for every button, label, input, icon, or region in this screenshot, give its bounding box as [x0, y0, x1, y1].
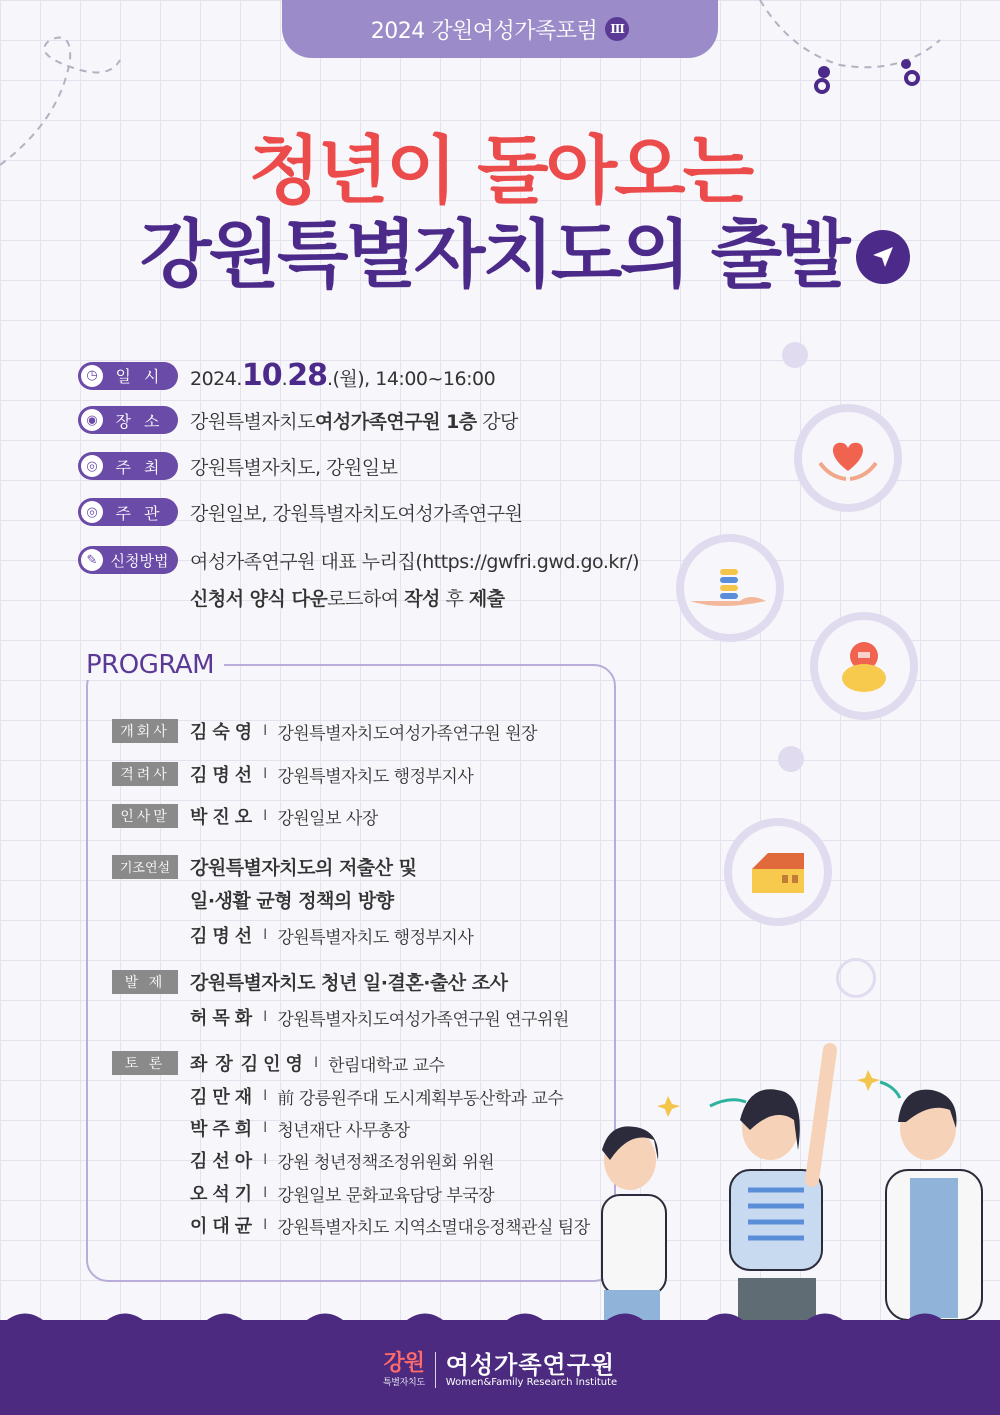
speaker-role: 강원 청년정책조정위원회 위원: [277, 1152, 495, 1173]
title-line-1: 청년이 돌아오는: [248, 128, 752, 214]
info-row-host: [78, 452, 397, 480]
keynote-topic-2: 일·생활 균형 정책의 방향: [190, 890, 394, 912]
speaker-name: 이대균: [190, 1216, 258, 1237]
title-line-2: 강원특별자치도의 출발: [140, 212, 848, 298]
pin-icon: [812, 62, 836, 96]
info-organizer-text: 강원일보, 강원특별자치도여성가족연구원: [190, 502, 523, 525]
program-tag: 개회사: [112, 719, 178, 743]
program-tag: 격려사: [112, 762, 178, 786]
separator: I: [263, 1120, 268, 1136]
gangwon-logo: 강원 특별자치도: [382, 1350, 425, 1388]
house-icon: [746, 847, 810, 897]
program-tag: 기조연설: [112, 855, 178, 879]
separator: I: [263, 1185, 268, 1201]
program-tag: 발 제: [112, 970, 178, 994]
info-label-organizer: ◎ 주 관: [78, 498, 178, 526]
program-row-opening: [112, 718, 537, 744]
date-day: 28: [287, 358, 327, 393]
keynote-speaker: [190, 922, 473, 948]
speaker-role: 한림대학교 교수: [328, 1055, 445, 1076]
decor-ring: [836, 958, 876, 998]
speaker-role: 강원일보 사장: [277, 808, 378, 829]
presentation-topic: 강원특별자치도 청년 일·결혼·출산 조사: [190, 972, 508, 994]
decor-dot: [778, 746, 804, 772]
panelist-row: [190, 1212, 590, 1238]
ring-icon: ◎: [81, 501, 103, 523]
house-circle: [724, 818, 832, 926]
speaker-role: 강원특별자치도 행정부지사: [277, 927, 474, 948]
panelist-row: [190, 1083, 563, 1109]
info-date-text: 2024.10.28.(월), 14:00~16:00: [190, 358, 496, 393]
speaker-name: 김숙영: [190, 722, 258, 743]
program-row-discussion: [112, 1050, 444, 1076]
separator: I: [263, 808, 268, 824]
send-arrow-icon: [856, 230, 910, 284]
date-month: 10: [241, 358, 282, 393]
heart-hands-icon: [816, 433, 880, 483]
program-row-presentation: [112, 968, 507, 995]
speaker-role: 강원특별자치도 행정부지사: [277, 766, 474, 787]
info-host-text: 강원특별자치도, 강원일보: [190, 456, 398, 479]
speaker-role: 강원일보 문화교육담당 부국장: [277, 1185, 495, 1206]
forum-number-badge: Ⅲ: [605, 17, 629, 41]
panelist-row: [190, 1115, 410, 1141]
info-venue-text: 강원특별자치도여성가족연구원 1층 강당: [190, 410, 518, 433]
separator: I: [263, 1217, 268, 1233]
forum-tag: [282, 0, 718, 58]
info-row-venue: [78, 406, 518, 434]
separator: I: [313, 1055, 319, 1071]
info-row-organizer: [78, 498, 522, 526]
pencil-icon: ✎: [81, 549, 103, 571]
footer-logos: [0, 1352, 1000, 1388]
speaker-role: 前 강릉원주대 도시계획부동산학과 교수: [277, 1088, 564, 1109]
forum-tag-text: 2024 강원여성가족포럼: [370, 18, 598, 44]
ring-icon: ◎: [81, 455, 103, 477]
program-label: PROGRAM: [86, 650, 224, 680]
info-label-venue: ◉ 장 소: [78, 406, 178, 434]
keynote-topic-1: 강원특별자치도의 저출산 및: [190, 857, 417, 879]
separator: I: [263, 1009, 268, 1025]
panelist-row: [190, 1180, 494, 1206]
program-tag: 토 론: [112, 1051, 178, 1075]
piggy-bank-icon: [834, 638, 894, 694]
speaker-name: 오석기: [190, 1184, 258, 1205]
presentation-speaker: [190, 1004, 569, 1030]
panelist-row: [190, 1147, 494, 1173]
keynote-topic-line2: [190, 886, 394, 913]
separator: I: [263, 723, 268, 739]
program-row-greeting: [112, 803, 378, 829]
separator: I: [263, 1152, 268, 1168]
speaker-name: 김인영: [240, 1054, 308, 1075]
speaker-name: 박주희: [190, 1119, 258, 1140]
info-apply-line2: 신청서 양식 다운로드하여 작성 후 제출: [190, 588, 505, 610]
program-tag: 인사말: [112, 804, 178, 828]
speaker-name: 허목화: [190, 1008, 258, 1029]
speaker-name: 김선아: [190, 1151, 258, 1172]
speaker-role: 강원특별자치도여성가족연구원 원장: [277, 723, 537, 744]
institute-logo: 여성가족연구원 Women&Family Research Institute: [445, 1350, 618, 1388]
heart-hands-circle: [794, 404, 902, 512]
location-pin-icon: ◉: [81, 409, 103, 431]
info-row-date: [78, 358, 495, 393]
pin-icon: [898, 56, 924, 90]
young-people-illustration: [580, 1010, 1000, 1330]
coins-hand-icon: [690, 563, 770, 613]
separator: I: [263, 1088, 268, 1104]
program-row-keynote: [112, 853, 416, 880]
separator: I: [263, 766, 268, 782]
speaker-name: 박진오: [190, 807, 258, 828]
logo-divider: [435, 1352, 436, 1388]
speaker-name: 김명선: [190, 926, 258, 947]
info-label-host: ◎ 주 최: [78, 452, 178, 480]
separator: I: [263, 927, 268, 943]
coins-hand-circle: [676, 534, 784, 642]
info-label-apply: ✎ 신청방법: [78, 546, 178, 574]
speaker-name: 김만재: [190, 1087, 258, 1108]
info-label-date: ◷ 일 시: [78, 362, 178, 390]
speaker-name: 김명선: [190, 765, 258, 786]
program-row-encourage: [112, 761, 473, 787]
chair-label: 좌장: [190, 1054, 241, 1075]
piggy-bank-circle: [810, 612, 918, 720]
info-row-apply: [78, 546, 639, 574]
decor-dot: [782, 342, 808, 368]
speaker-role: 청년재단 사무총장: [277, 1120, 410, 1141]
info-apply-text[interactable]: 여성가족연구원 대표 누리집(https://gwfri.gwd.go.kr/): [190, 550, 639, 573]
speaker-role: 강원특별자치도여성가족연구원 연구위원: [277, 1009, 569, 1030]
clock-icon: ◷: [81, 365, 103, 387]
speaker-role: 강원특별자치도 지역소멸대응정책관실 팀장: [277, 1217, 590, 1238]
